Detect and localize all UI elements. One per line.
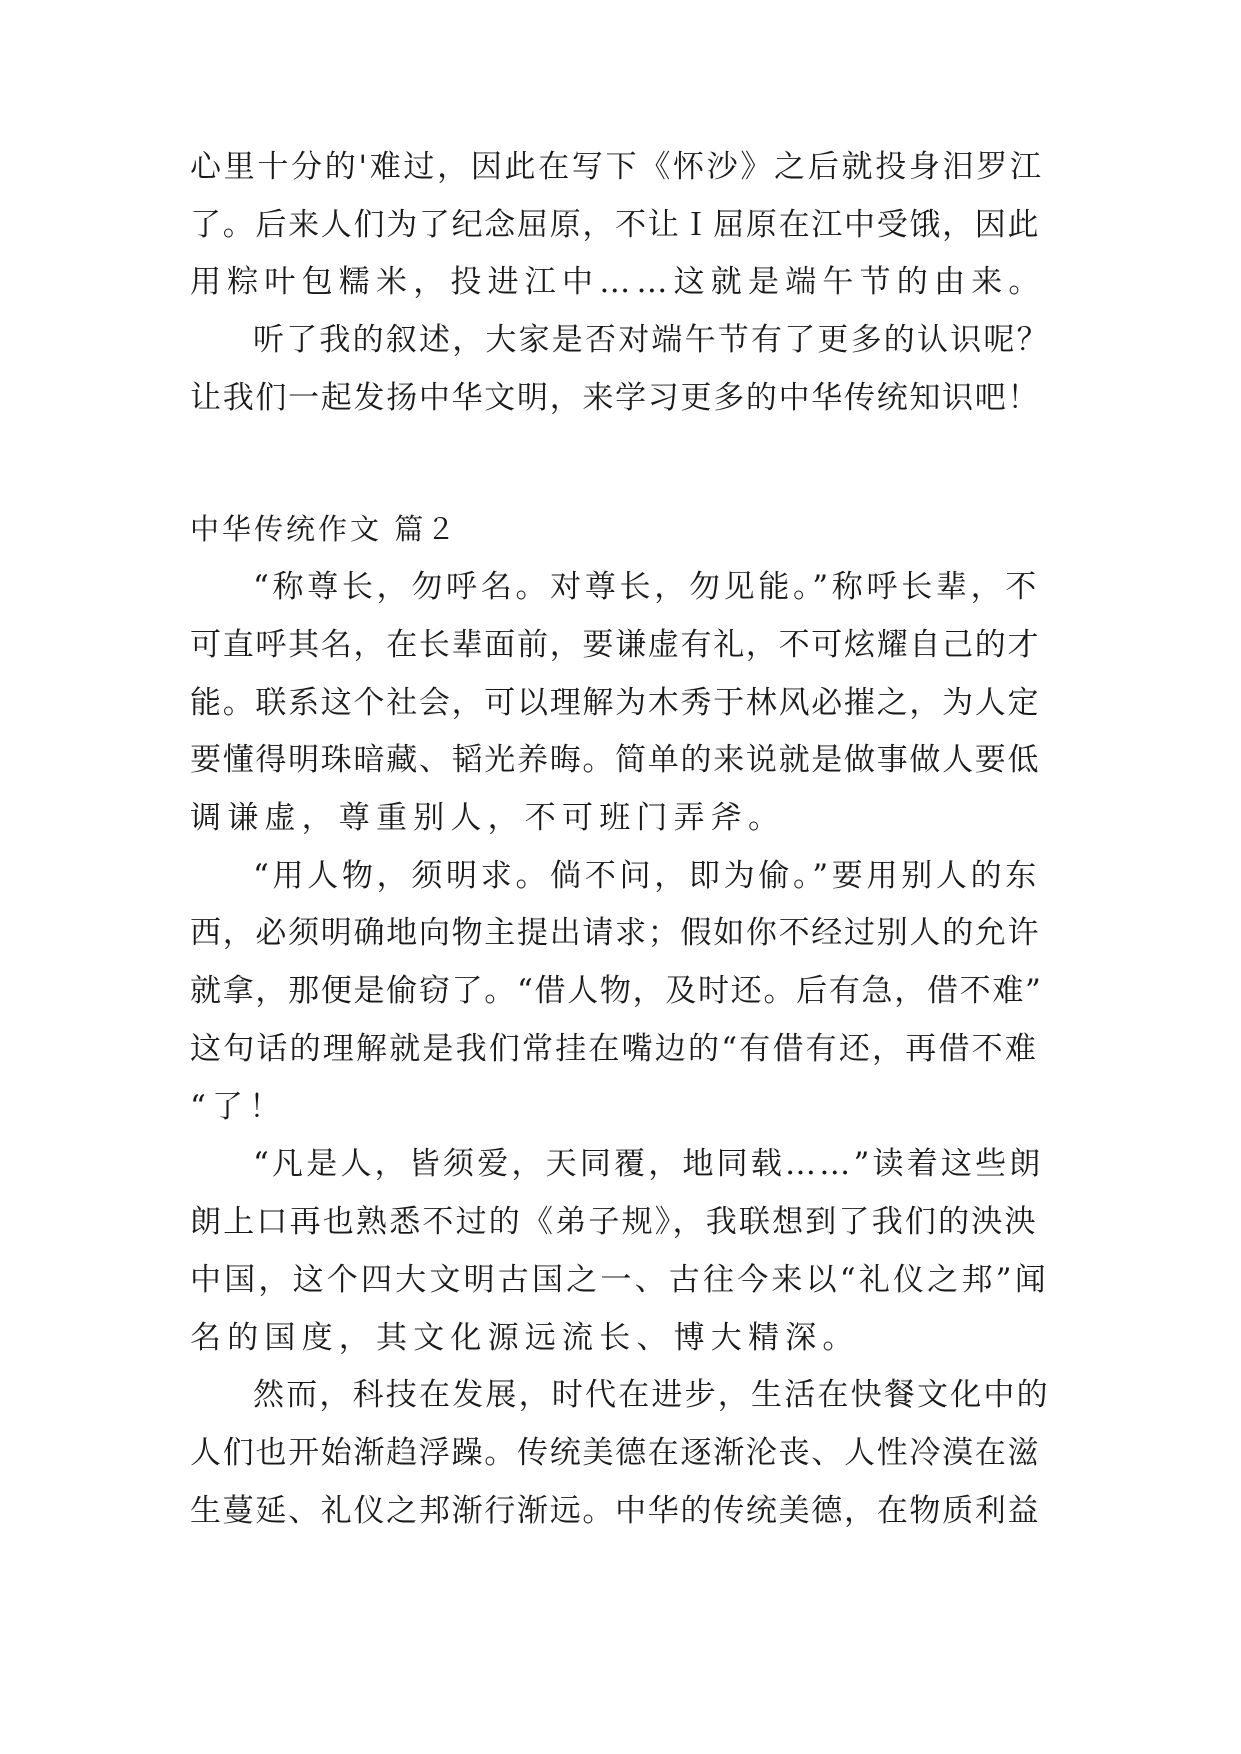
paragraph-line: 生蔓延、礼仪之邦渐行渐远。中华的传统美德，在物质利益: [190, 1493, 1041, 1529]
paragraph-line: 能。联系这个社会，可以理解为木秀于林风必摧之，为人定: [190, 685, 1041, 721]
paragraph-line: 朗上口再也熟悉不过的《弟子规》，我联想到了我们的泱泱: [190, 1204, 1038, 1240]
paragraph-line: 用粽叶包糯米，投进江中……这就是端午节的由来。: [190, 264, 1046, 300]
paragraph-line: 西，必须明确地向物主提出请求；假如你不经过别人的允许: [190, 915, 1041, 951]
paragraph-line: “凡是人，皆须爱，天同覆，地同载……”读着这些朗: [253, 1146, 1044, 1182]
paragraph-line: “了！: [190, 1089, 287, 1125]
paragraph-line: 名的国度，其文化源远流长、博大精深。: [190, 1320, 860, 1356]
paragraph-line: 了。后来人们为了纪念屈原，不让Ｉ屈原在江中受饿，因此: [190, 207, 1041, 243]
paragraph-line: 然而，科技在发展，时代在进步，生活在快餐文化中的: [253, 1377, 1050, 1413]
paragraph-line: 让我们一起发扬中华文明，来学习更多的中华传统知识吧！: [190, 380, 1041, 416]
paragraph-line: 心里十分的'难过，因此在写下《怀沙》之后就投身汨罗江: [190, 149, 1044, 185]
paragraph-line: 调谦虚，尊重别人，不可班门弄斧。: [190, 800, 786, 836]
paragraph-line: 听了我的叙述，大家是否对端午节有了更多的认识呢？: [253, 322, 1050, 358]
paragraph-line: 中国，这个四大文明古国之一、古往今来以“礼仪之邦”闻: [190, 1262, 1049, 1298]
paragraph-line: 就拿，那便是偷窃了。“借人物，及时还。后有急，借不难”: [190, 973, 1043, 1009]
paragraph-line: 人们也开始渐趋浮躁。传统美德在逐渐沦丧、人性冷漠在滋: [190, 1435, 1041, 1471]
paragraph-line: 可直呼其名，在长辈面前，要谦虚有礼，不可炫耀自己的才: [190, 627, 1041, 663]
section-heading: 中华传统作文 篇２: [190, 512, 459, 546]
paragraph-line: “用人物，须明求。倘不问，即为偷。”要用别人的东: [253, 858, 1040, 894]
paragraph-line: 这句话的理解就是我们常挂在嘴边的“有借有还，再借不难: [190, 1031, 1039, 1067]
paragraph-line: 要懂得明珠暗藏、韬光养晦。简单的来说就是做事做人要低: [190, 742, 1041, 778]
paragraph-line: “称尊长，勿呼名。对尊长，勿见能。”称呼长辈，不: [253, 569, 1040, 605]
